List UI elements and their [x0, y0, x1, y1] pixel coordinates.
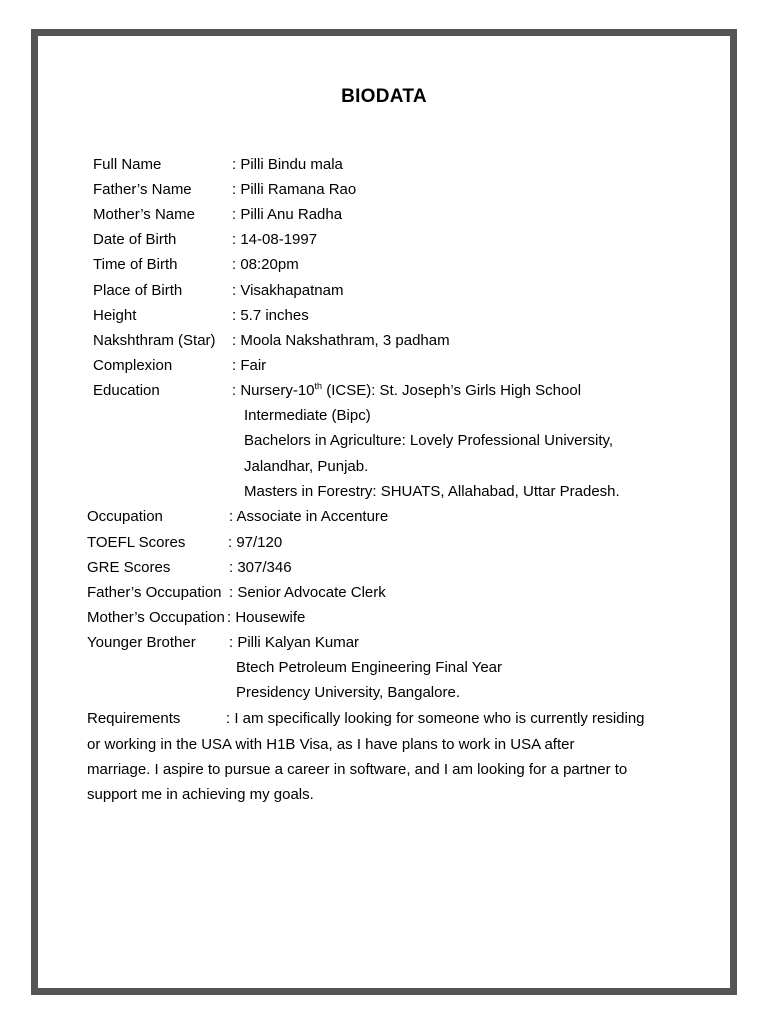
- field-label: Mother’s Occupation: [87, 609, 225, 626]
- requirements-line: marriage. I aspire to pursue a career in software, and I am looking for a partner to: [87, 761, 628, 778]
- field-label: Date of Birth: [93, 231, 177, 248]
- field-label: Younger Brother: [87, 634, 196, 651]
- brother-line: Presidency University, Bangalore.: [236, 684, 460, 701]
- field-label: Requirements: [87, 710, 181, 727]
- superscript: th: [314, 381, 323, 391]
- requirements-line: support me in achieving my goals.: [87, 786, 314, 803]
- field-label: Father’s Name: [93, 181, 192, 198]
- field-value: : 14-08-1997: [232, 231, 318, 248]
- field-label: Nakshthram (Star): [93, 332, 216, 349]
- field-value: : Associate in Accenture: [229, 508, 389, 525]
- field-value: : Pilli Bindu mala: [232, 156, 343, 173]
- field-label: Mother’s Name: [93, 206, 195, 223]
- field-label: Complexion: [93, 357, 173, 374]
- field-value: : Pilli Kalyan Kumar: [229, 634, 360, 651]
- field-value: : 97/120: [228, 534, 283, 551]
- field-label: Place of Birth: [93, 282, 183, 299]
- page-title: BIODATA: [341, 86, 427, 107]
- field-value: : Pilli Anu Radha: [232, 206, 343, 223]
- field-label: Height: [93, 307, 137, 324]
- field-value: : Senior Advocate Clerk: [229, 584, 386, 601]
- field-value: : Housewife: [227, 609, 306, 626]
- field-value: : Visakhapatnam: [232, 282, 344, 299]
- field-value: : Moola Nakshathram, 3 padham: [232, 332, 450, 349]
- field-label: Occupation: [87, 508, 163, 525]
- requirements-line: or working in the USA with H1B Visa, as I have plans to work in USA after: [87, 736, 575, 753]
- field-value: : I am specifically looking for someone who is currently residing: [226, 710, 645, 727]
- education-line: Intermediate (Bipc): [244, 407, 371, 424]
- field-label: TOEFL Scores: [87, 534, 186, 551]
- field-label: Education: [93, 382, 160, 399]
- field-value: : 5.7 inches: [232, 307, 309, 324]
- brother-line: Btech Petroleum Engineering Final Year: [236, 659, 503, 676]
- education-line: Bachelors in Agriculture: Lovely Professional University,: [244, 432, 614, 449]
- field-label: Time of Birth: [93, 256, 178, 273]
- field-label: GRE Scores: [87, 559, 171, 576]
- field-value: : Fair: [232, 357, 267, 374]
- field-label: Father’s Occupation: [87, 584, 222, 601]
- field-value: : Nursery-10th (ICSE): St. Joseph’s Girls High School: [232, 381, 582, 399]
- field-value: : 08:20pm: [232, 256, 299, 273]
- field-value: : 307/346: [229, 559, 292, 576]
- education-line: Masters in Forestry: SHUATS, Allahabad, Uttar Pradesh.: [244, 483, 620, 500]
- education-line: Jalandhar, Punjab.: [244, 458, 369, 475]
- field-label: Full Name: [93, 156, 162, 173]
- field-value: : Pilli Ramana Rao: [232, 181, 357, 198]
